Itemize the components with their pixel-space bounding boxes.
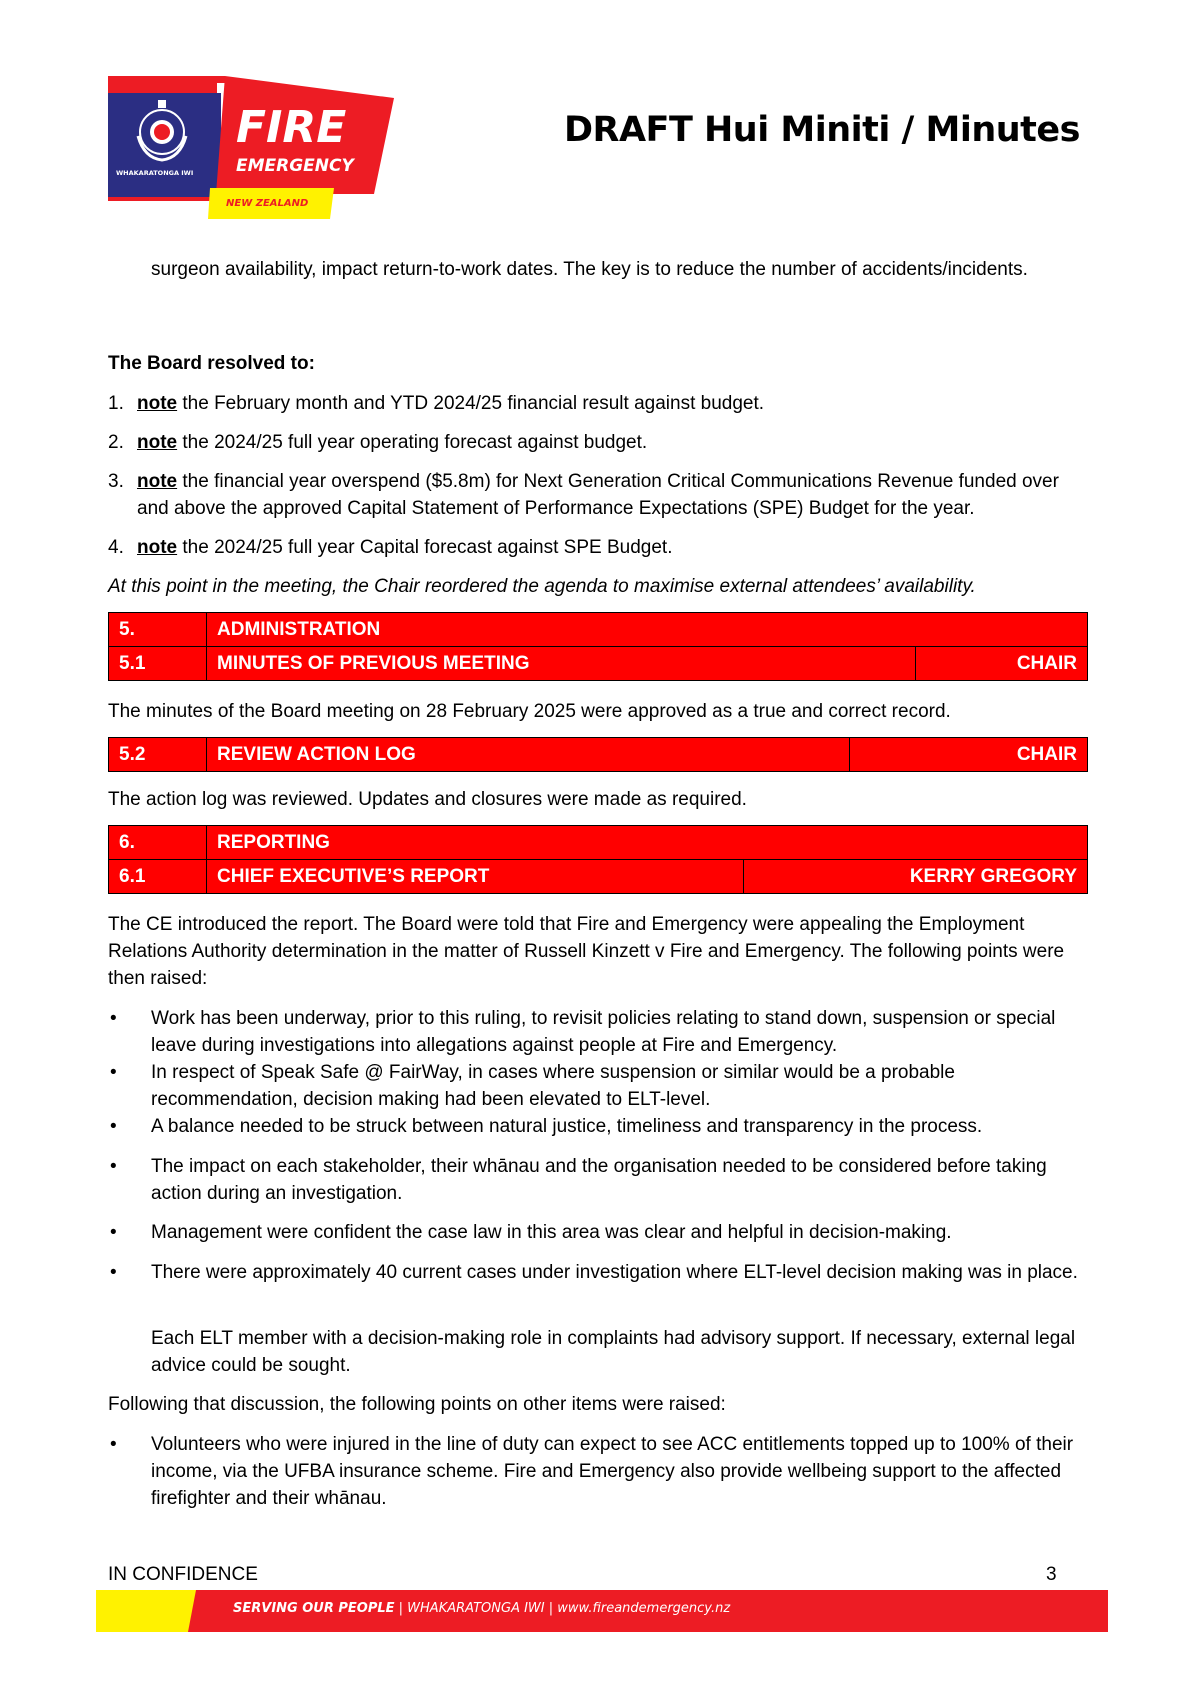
item-keyword: note <box>137 471 178 492</box>
section-number: 5.1 <box>109 647 207 681</box>
bullet-icon: • <box>110 1116 117 1137</box>
section-title: REVIEW ACTION LOG <box>207 738 850 772</box>
resolution-item <box>108 468 1088 522</box>
list-item-text: There were approximately 40 current cases under investigation where ELT-level decision making was in place. <box>151 1262 1078 1283</box>
section-number: 5.2 <box>109 738 207 772</box>
section-number: 6. <box>109 826 207 860</box>
section-owner: KERRY GREGORY <box>743 860 1087 894</box>
item-text: the 2024/25 full year Capital forecast against SPE Budget. <box>177 537 673 558</box>
list-item-text: A balance needed to be struck between natural justice, timeliness and transparency in the process. <box>151 1116 983 1137</box>
bullet-icon: • <box>110 1156 117 1177</box>
section-5-header-table <box>108 612 1088 681</box>
list-item <box>108 1259 1088 1286</box>
section-title: MINUTES OF PREVIOUS MEETING <box>207 647 916 681</box>
resolution-item <box>108 390 1088 417</box>
logo-emergency-text: EMERGENCY <box>236 156 354 176</box>
document-title: DRAFT Hui Miniti / Minutes <box>563 110 1080 150</box>
section-6-header-table <box>108 825 1088 894</box>
minutes-approval-text: The minutes of the Board meeting on 28 February 2025 were approved as a true and correct record. <box>108 701 951 722</box>
section-number: 5. <box>109 613 207 647</box>
section-title: CHIEF EXECUTIVE’S REPORT <box>207 860 744 894</box>
continued-paragraph: surgeon availability, impact return-to-work dates. The key is to reduce the number of accidents/incidents. <box>151 259 1028 280</box>
item-number: 2. <box>108 432 124 453</box>
item-keyword: note <box>137 537 178 558</box>
page-number: 3 <box>1046 1564 1057 1585</box>
classification-label: IN CONFIDENCE <box>108 1564 258 1585</box>
resolution-heading: The Board resolved to: <box>108 353 315 374</box>
agenda-note: At this point in the meeting, the Chair reordered the agenda to maximise external attendees’ availability. <box>108 576 976 597</box>
list-item <box>108 1005 1088 1059</box>
resolution-item <box>108 534 1088 561</box>
section-owner: CHAIR <box>915 647 1087 681</box>
ce-report-intro: The CE introduced the report. The Board were told that Fire and Emergency were appealing the Employment Relations Authority determination in the matter of Russell Kinzett v Fire and Emergency. The following points were then raised: <box>108 914 1065 989</box>
list-item <box>108 1059 1088 1113</box>
fire-emergency-logo <box>108 76 394 219</box>
bullet-icon: • <box>110 1262 117 1283</box>
action-log-text: The action log was reviewed. Updates and closures were made as required. <box>108 789 747 810</box>
list-item <box>108 1153 1088 1207</box>
item-number: 4. <box>108 537 124 558</box>
list-item <box>108 1219 1088 1246</box>
section-owner: CHAIR <box>850 738 1088 772</box>
bullet-icon: • <box>110 1222 117 1243</box>
item-number: 3. <box>108 471 124 492</box>
logo-country-text: NEW ZEALAND <box>226 198 309 209</box>
list-item-text: Management were confident the case law in this area was clear and helpful in decision-making. <box>151 1222 952 1243</box>
list-item-text: Work has been underway, prior to this ruling, to revisit policies relating to stand down, suspension or special leave during investigations into allegations against people at Fire and Emergency. <box>151 1008 1056 1056</box>
advisory-support-paragraph: Each ELT member with a decision-making role in complaints had advisory support. If necessary, external legal advice could be sought. <box>151 1328 1076 1376</box>
list-item-text: In respect of Speak Safe @ FairWay, in cases where suspension or similar would be a probable recommendation, decision making had been elevated to ELT-level. <box>151 1062 955 1110</box>
resolution-item <box>108 429 1088 456</box>
item-text: the financial year overspend ($5.8m) for Next Generation Critical Communications Revenue funded over and above the approved Capital Statement of Performance Expectations (SPE) Budget for the year. <box>137 471 1059 519</box>
item-text: the February month and YTD 2024/25 financial result against budget. <box>177 393 765 414</box>
list-item-text: The impact on each stakeholder, their whānau and the organisation needed to be considered before taking action during an investigation. <box>151 1156 1047 1204</box>
footer-tagline-bold: SERVING OUR PEOPLE <box>233 1601 395 1616</box>
list-item-text: Volunteers who were injured in the line of duty can expect to see ACC entitlements topped up to 100% of their income, via the UFBA insurance scheme. Fire and Emergency also provide wellbeing support to the affected firefighter and their whānau. <box>151 1434 1074 1509</box>
item-keyword: note <box>137 393 178 414</box>
item-text: the 2024/25 full year operating forecast against budget. <box>177 432 648 453</box>
section-number: 6.1 <box>109 860 207 894</box>
list-item <box>108 1431 1088 1512</box>
bullet-icon: • <box>110 1062 117 1083</box>
logo-maori-text: WHAKARATONGA IWI <box>116 169 194 177</box>
section-title: ADMINISTRATION <box>207 613 1088 647</box>
other-items-intro: Following that discussion, the following points on other items were raised: <box>108 1394 726 1415</box>
footer-tagline-rest: | WHAKARATONGA IWI | www.fireandemergency.nz <box>394 1601 731 1616</box>
section-5-2-header-table <box>108 737 1088 772</box>
bullet-icon: • <box>110 1008 117 1029</box>
bullet-icon: • <box>110 1434 117 1455</box>
section-title: REPORTING <box>207 826 1088 860</box>
item-keyword: note <box>137 432 178 453</box>
list-item <box>108 1113 1088 1140</box>
footer-tagline <box>233 1601 730 1616</box>
item-number: 1. <box>108 393 124 414</box>
logo-fire-text: FIRE <box>236 102 347 153</box>
